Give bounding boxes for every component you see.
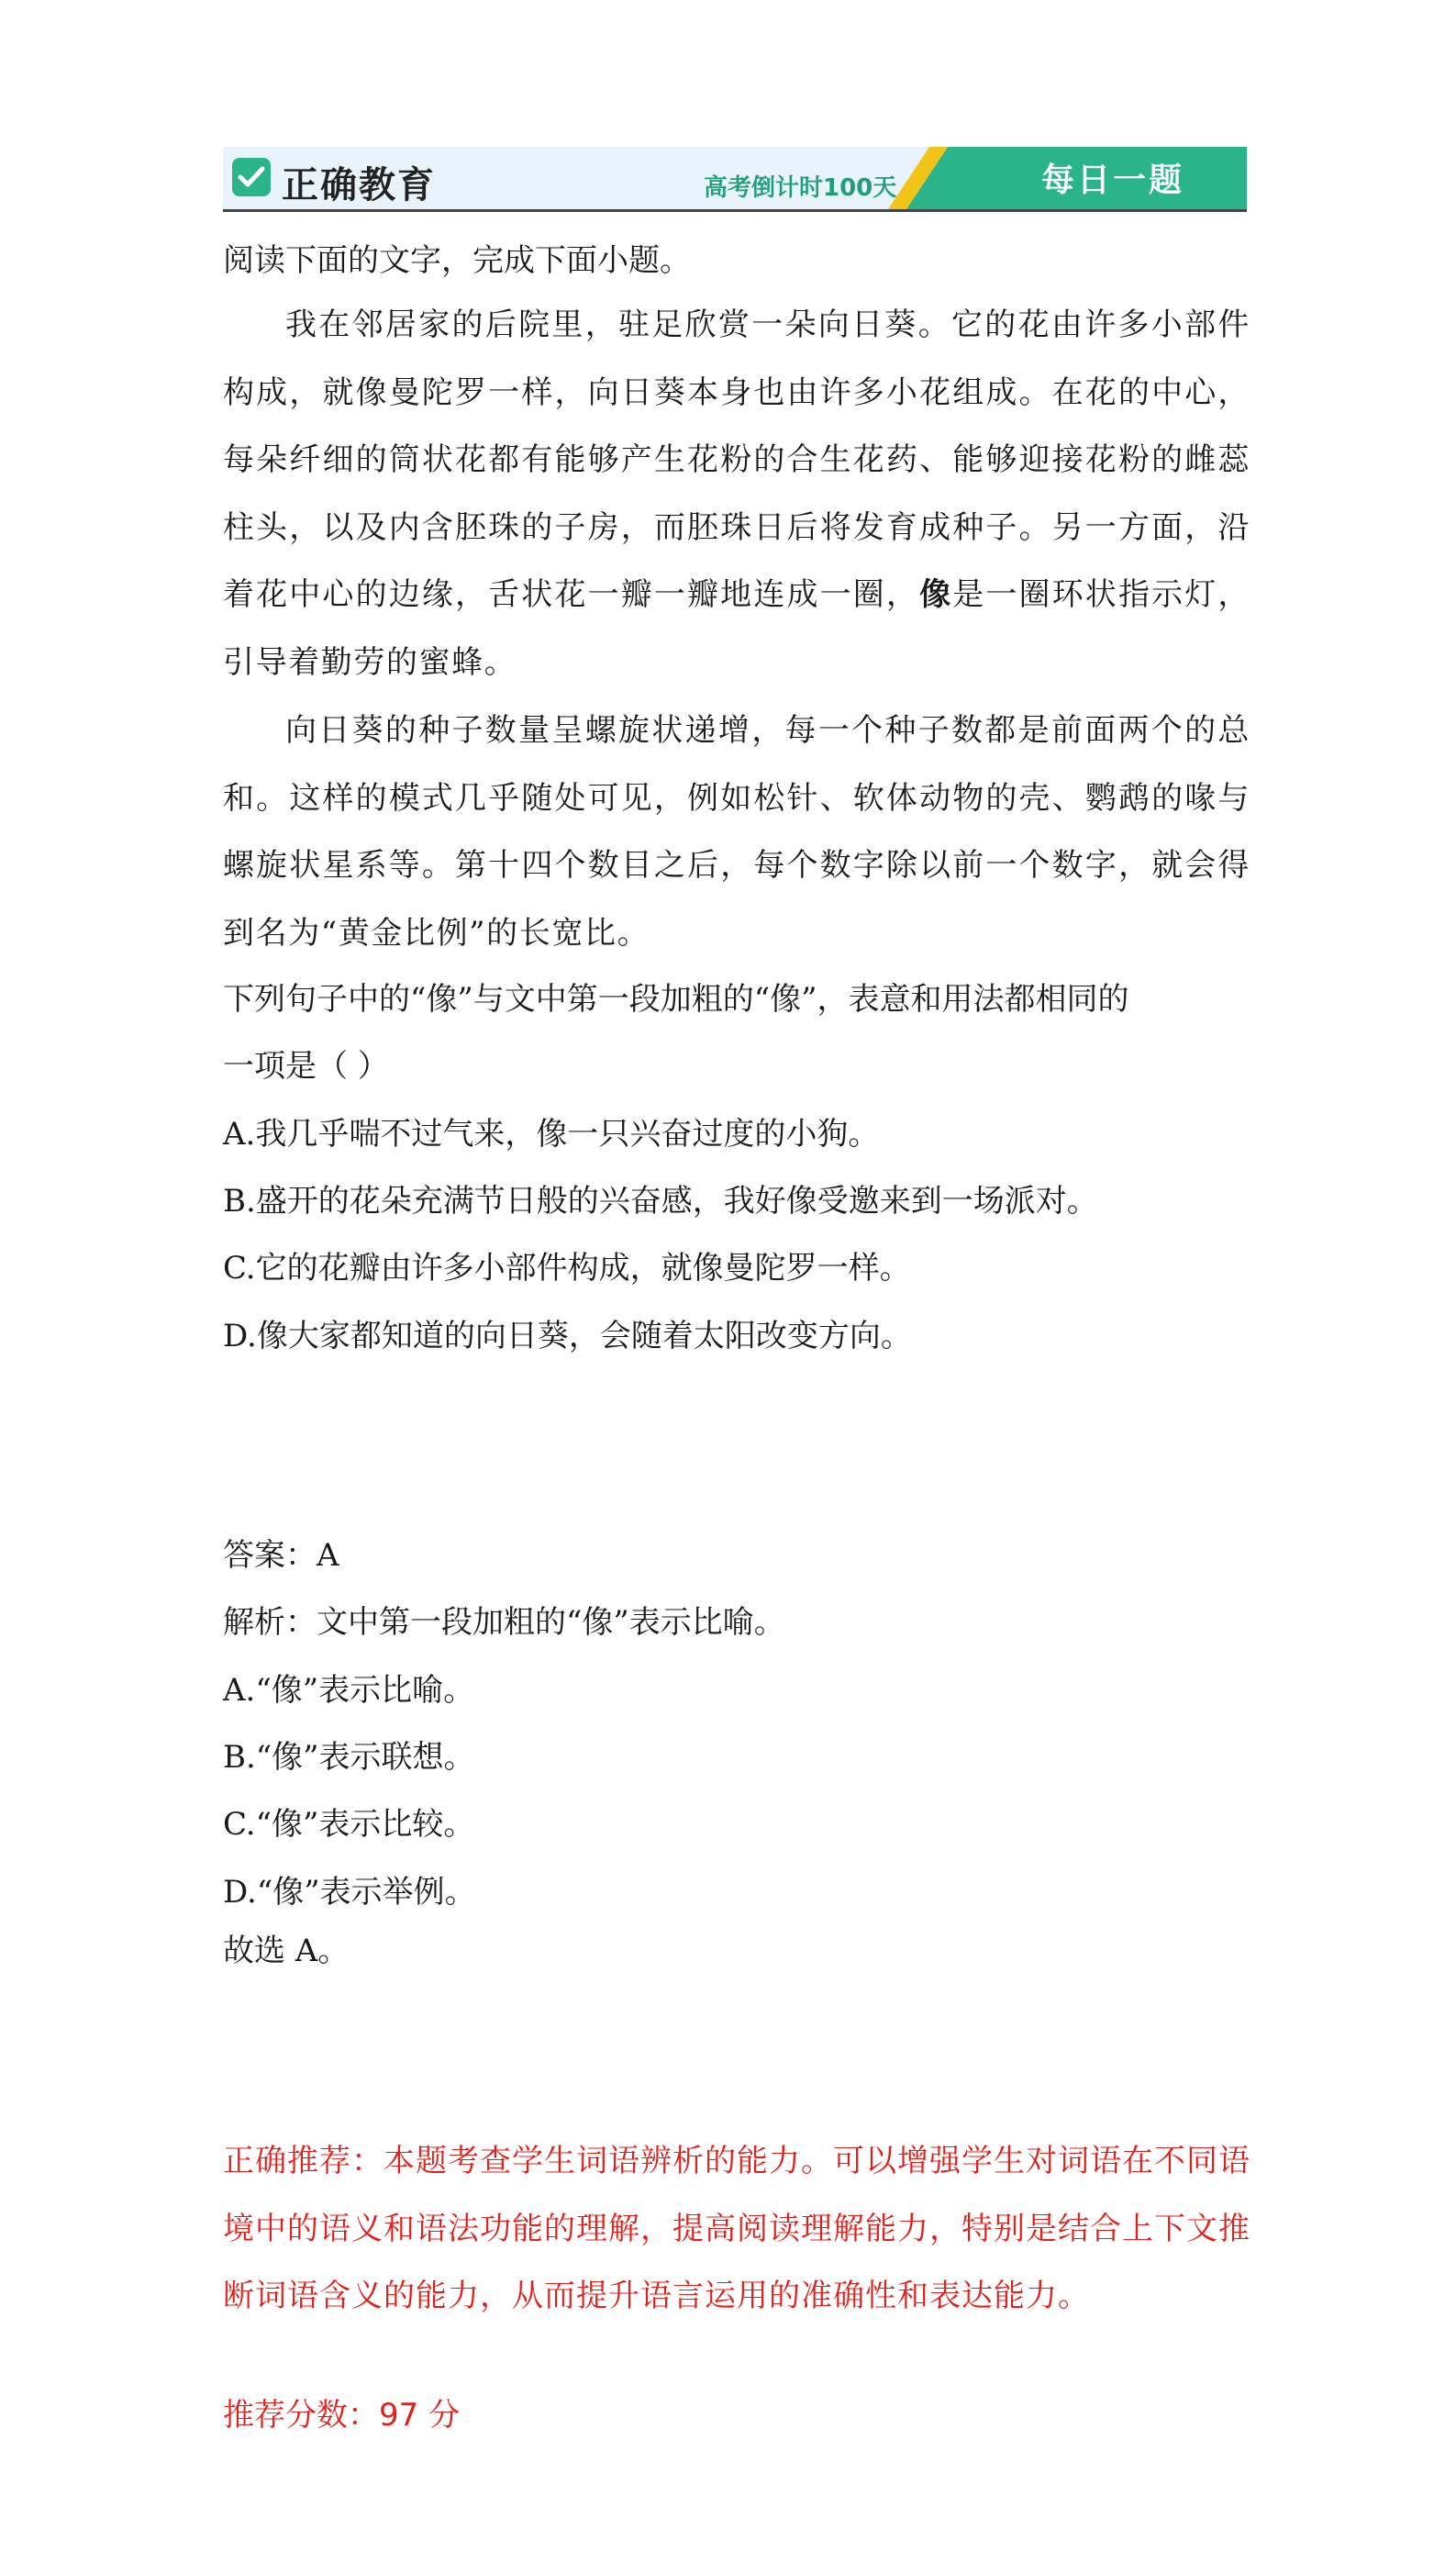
passage-p1-text: 我在邻居家的后院里，驻足欣赏一朵向日葵。它的花由许多小部件构成，就像曼陀罗一样，向日葵本身也由许多小花组成。在花的中心，每朵纤细的筒状花都有能够产生花粉的合生花药、能够迎接花粉的雌蕊柱头，以及内含胚珠的子房，而胚珠日后将发育成种子。另一方面，沿着花中心的边缘，舌状花一瓣一瓣地连成一圈， [223,306,1250,613]
recommendation-text: 正确推荐：本题考查学生词语辨析的能力。可以增强学生对词语在不同语境中的语义和语法功能的理解，提高阅读理解能力，特别是结合上下文推断词语含义的能力，从而提升语言运用的准确性和表达能力。 [223,2143,1250,2314]
instruction: 阅读下面的文字，完成下面小题。 [223,242,691,279]
answer-line: 答案：A [223,1537,339,1574]
option-a: A.我几乎喘不过气来，像一只兴奋过度的小狗。 [223,1116,880,1153]
daily-question-label: 每日一题 [1041,162,1185,199]
recommendation-score: 推荐分数：97 分 [223,2397,461,2434]
analysis-item-a: A.“像”表示比喻。 [223,1672,475,1709]
question-stem-line-1: 下列句子中的“像”与文中第一段加粗的“像”，表意和用法都相同的 [223,981,1129,1018]
option-b: B.盛开的花朵充满节日般的兴奋感，我好像受邀来到一场派对。 [223,1183,1098,1220]
passage-paragraph-1 [223,292,1250,696]
exam-countdown: 高考倒计时100天 [704,174,897,202]
conclusion-line: 故选 A。 [223,1933,350,1969]
bold-word: 像 [919,576,953,613]
analysis-item-c: C.“像”表示比较。 [223,1806,475,1843]
passage-paragraph-2: 向日葵的种子数量呈螺旋状递增，每一个种子数都是前面两个的总和。这样的模式几乎随处可见，例如松针、软体动物的壳、鹦鹉的喙与螺旋状星系等。第十四个数目之后，每个数字除以前一个数字，就会得到名为“黄金比例”的长宽比。 [223,712,1250,952]
passage-p1-tail: 是一圈环状指示灯，引导着勤劳的蜜蜂。 [223,576,1250,681]
analysis-line: 解析：文中第一段加粗的“像”表示比喻。 [223,1604,785,1641]
option-c: C.它的花瓣由许多小部件构成，就像曼陀罗一样。 [223,1250,911,1287]
option-d: D.像大家都知道的向日葵，会随着太阳改变方向。 [223,1318,912,1354]
check-logo-icon [232,158,271,196]
question-stem-line-2: 一项是（ ） [223,1048,389,1085]
header-banner [223,147,1247,213]
analysis-item-d: D.“像”表示举例。 [223,1874,476,1911]
analysis-item-b: B.“像”表示联想。 [223,1739,475,1776]
brand-name: 正确教育 [282,164,436,206]
